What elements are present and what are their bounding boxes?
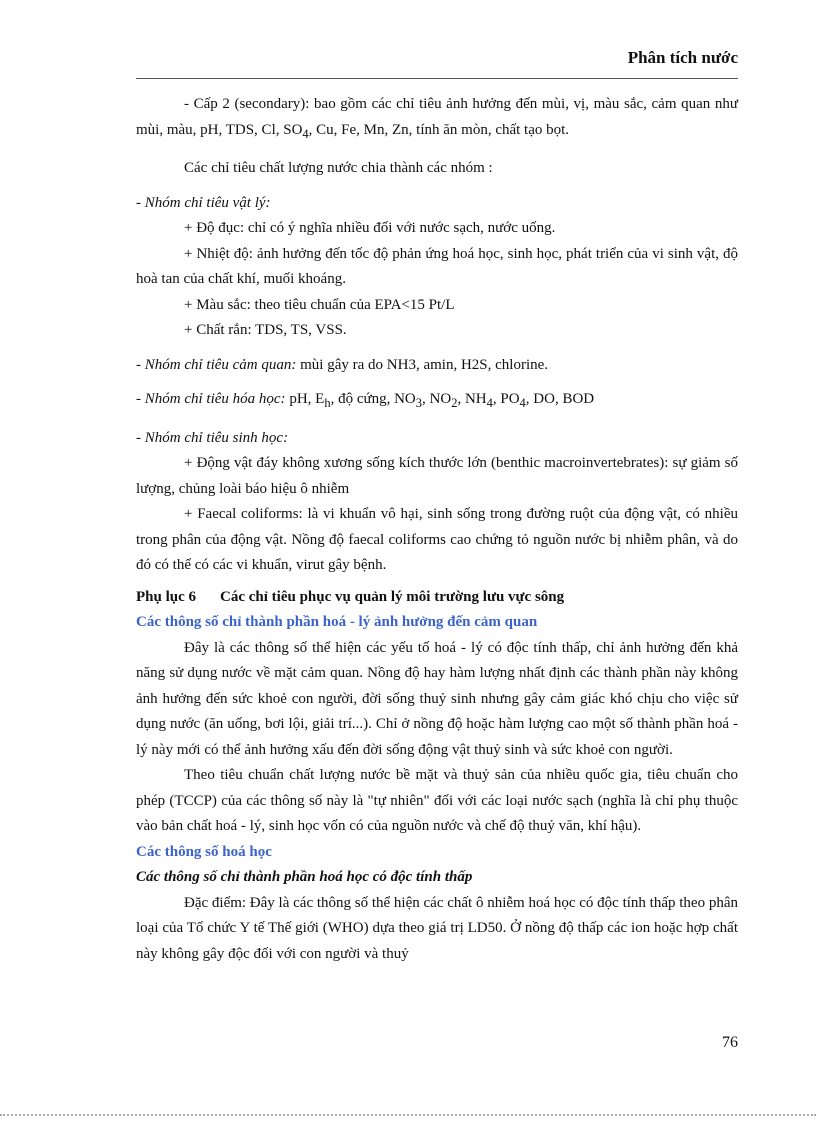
section-heading-chemical: Các thông số hoá học (136, 843, 272, 860)
paragraph-secondary-level: - Cấp 2 (secondary): bao gồm các chỉ tiêu ảnh hưởng đến mùi, vị, màu sắc, cảm quan như mùi, màu, pH, TDS, Cl, $SO_4$, Cu, Fe, Mn, Zn, tính ăn mòn, chất tạo bọt. (136, 96, 738, 141)
running-header: Phân tích nước (627, 48, 738, 67)
bullet-color: + Màu sắc: theo tiêu chuẩn của EPA<15 Pt/L (184, 296, 455, 313)
bullet-faecal-coliforms: + Faecal coliforms: là vi khuẩn vô hại, sinh sống trong đường ruột của động vật, có nhiều trong phân của động vật. Nồng độ faecal coliforms cao chứng tỏ nguồn nước bị nhiễm phân, và do đó có thể có các vi khuẩn, virut gây bệnh. (136, 506, 738, 573)
page-number: 76 (722, 1034, 738, 1051)
bullet-turbidity: + Độ đục: chỉ có ý nghĩa nhiều đối với nước sạch, nước uống. (184, 220, 556, 236)
paragraph-standards: Theo tiêu chuẩn chất lượng nước bề mặt và thuỷ sản của nhiều quốc gia, tiêu chuẩn cho phép (TCCP) của các thông số này là "tự nhiên" đối với các loại nước sạch (nghĩa là chỉ phụ thuộc vào bản chất hoá - lý, sinh học vốn có của nguồn nước và chế độ thuỷ văn, khí hậu). (136, 767, 738, 834)
header-rule (136, 78, 738, 79)
paragraph-characteristics: Đặc điểm: Đây là các thông số thể hiện các chất ô nhiễm hoá học có độc tính thấp theo phân loại của Tổ chức Y tế Thế giới (WHO) dựa theo giá trị LD50. Ở nồng độ thấp các ion hoặc hợp chất này không gây độc đối với con người và thuỷ (136, 894, 738, 962)
paragraph-physicochemical: Đây là các thông số thể hiện các yếu tố hoá - lý có độc tính thấp, chỉ ảnh hưởng đến khả năng sử dụng nước về mặt cảm quan. Nồng độ hay hàm lượng nhất định các thành phần này không ảnh hưởng đến sức khoẻ con người, đời sống thuỷ sinh nhưng gây cảm giác khó chịu cho việc sử dụng nước (ăn uống, bơi lội, giải trí...). Chỉ ở nồng độ hoặc hàm lượng cao một số thành phần hoá - lý này mới có thể ảnh hưởng xấu đến đời sống động vật thuỷ sinh và sức khoẻ con người. (136, 639, 738, 758)
page-body (136, 92, 738, 967)
group-sensory: - Nhóm chỉ tiêu cảm quan: mùi gây ra do NH3, amin, H2S, chlorine. (136, 356, 549, 373)
footer-dotted-rule (0, 1114, 816, 1116)
subsection-heading-low-toxicity: Các thông số chỉ thành phần hoá học có độc tính thấp (136, 869, 473, 885)
group-chemical: - Nhóm chỉ tiêu hóa học: pH, $E_h$, độ cứng, $NO_3$, $NO_2$, $NH_4$, $PO_4$, DO, BOD (136, 391, 595, 410)
bullet-temperature: + Nhiệt độ: ảnh hưởng đến tốc độ phản ứng hoá học, sinh học, phát triển của vi sinh vật, độ hoà tan của chất khí, muối khoáng. (136, 245, 738, 287)
group-physical-heading: - Nhóm chỉ tiêu vật lý: (136, 194, 271, 211)
bullet-benthic: + Động vật đáy không xương sống kích thước lớn (benthic macroinvertebrates): sự giảm số lượng, chủng loài báo hiệu ô nhiễm (136, 455, 738, 497)
bullet-solids: + Chất rắn: TDS, TS, VSS. (184, 322, 347, 338)
section-heading-physicochemical: Các thông số chỉ thành phần hoá - lý ảnh hưởng đến cảm quan (136, 614, 538, 630)
paragraph-groups-intro: Các chỉ tiêu chất lượng nước chia thành các nhóm : (184, 160, 493, 176)
appendix-heading: Phụ lục 6 Các chỉ tiêu phục vụ quản lý môi trường lưu vực sông (136, 588, 565, 605)
group-biological-heading: - Nhóm chỉ tiêu sinh học: (136, 429, 289, 446)
